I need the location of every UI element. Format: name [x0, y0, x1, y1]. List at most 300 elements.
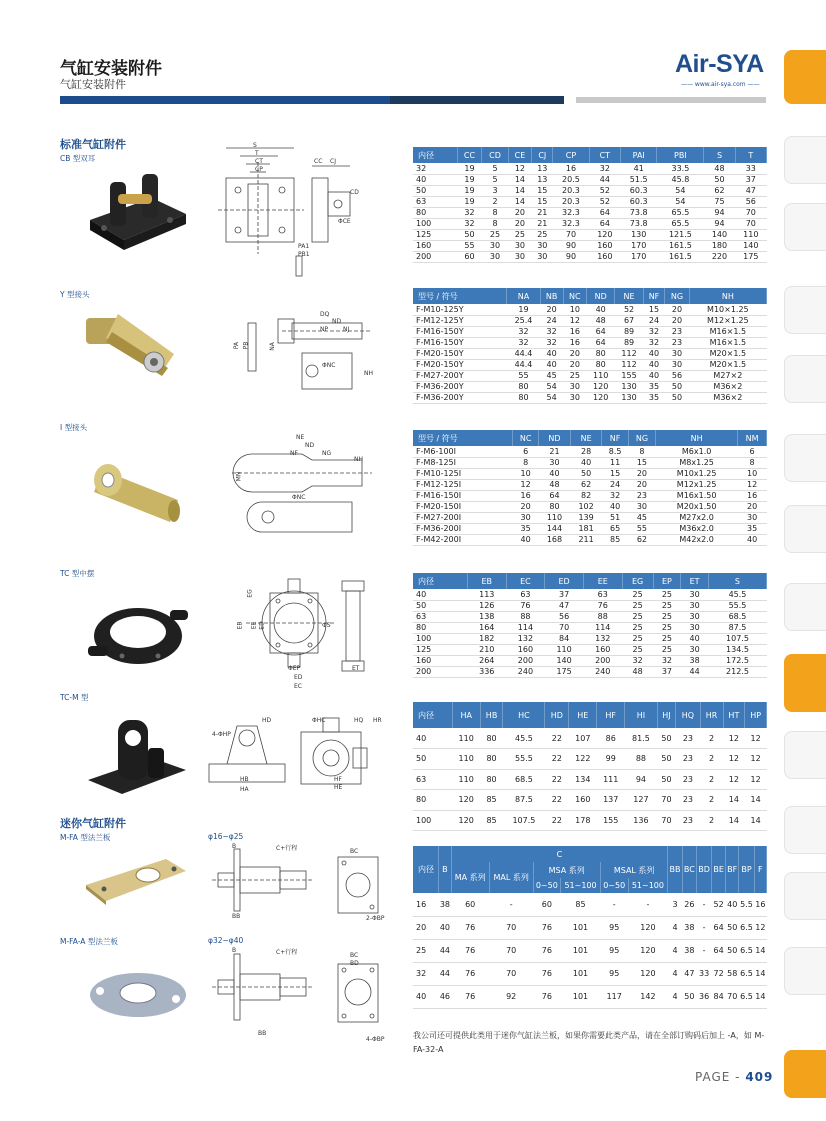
table-cell: 15	[643, 304, 665, 315]
table-cell: 25	[622, 600, 653, 611]
label-phi2: φ32~φ40	[208, 936, 244, 945]
table-cell: 181	[570, 523, 602, 534]
table-cell: 110	[452, 728, 480, 749]
dim-nd: ND	[332, 318, 342, 325]
side-nav-silencer-icon[interactable]	[784, 872, 826, 920]
table-cell: 30	[563, 392, 586, 403]
table-cell: 80	[413, 622, 467, 633]
table-cell: 32	[653, 655, 681, 666]
dim-eg: EG	[246, 589, 254, 598]
table-cell: 64	[589, 207, 620, 218]
table-cell: 72	[712, 962, 726, 985]
side-nav-manifold-icon[interactable]	[784, 731, 826, 779]
table-cell: 30	[532, 240, 553, 251]
table-cell: 92	[489, 985, 533, 1008]
label-mfaa: M-FA-A 型法兰板	[60, 937, 118, 946]
table-cell: 120	[589, 229, 620, 240]
table-cell: 95	[600, 939, 628, 962]
table-cell: 23	[676, 810, 700, 831]
table-cell: M27×2	[689, 370, 766, 381]
table-cell: 120	[587, 381, 615, 392]
table-cell: 22	[545, 810, 569, 831]
table-cell: F-M36-200Y	[413, 381, 507, 392]
table-cell: 85	[480, 790, 503, 811]
mfa-spec-table	[413, 846, 767, 1009]
table-cell: 70	[489, 916, 533, 939]
table-cell: 44	[589, 174, 620, 185]
table-row	[413, 240, 767, 251]
dim-ne: NE	[296, 434, 305, 441]
dim-pb: PB	[242, 341, 250, 350]
table-header-cell: HD	[545, 702, 569, 728]
table-cell: 2	[700, 769, 723, 790]
table-cell: 172.5	[708, 655, 766, 666]
table-cell: 23	[676, 728, 700, 749]
table-cell: 155	[615, 370, 643, 381]
table-cell: M20x1.50	[656, 501, 738, 512]
table-cell: 85	[602, 534, 628, 545]
table-cell: 76	[583, 600, 622, 611]
table-cell: 117	[600, 985, 628, 1008]
table-row	[413, 523, 767, 534]
table-cell: 90	[553, 251, 589, 262]
dim-hc: ΦHC	[312, 717, 326, 724]
table-row	[413, 218, 767, 229]
table-cell: 126	[467, 600, 506, 611]
table-row	[413, 370, 767, 381]
table-cell: 21	[539, 446, 571, 457]
table-cell: 25	[653, 589, 681, 600]
table-header-row	[413, 288, 767, 304]
mfaa-drawing	[208, 950, 388, 1035]
side-nav-elbow-icon[interactable]	[784, 806, 826, 854]
table-header-cell: NA	[507, 288, 540, 304]
table-cell: 37	[545, 589, 584, 600]
label-tc: TC 型中摆	[60, 569, 95, 578]
table-row	[413, 457, 767, 468]
table-cell: F-M8-125I	[413, 457, 513, 468]
table-cell: 182	[467, 633, 506, 644]
table-row	[413, 174, 767, 185]
table-cell: 88	[583, 611, 622, 622]
table-cell: 40	[738, 534, 767, 545]
table-cell: 30	[681, 589, 709, 600]
table-cell: 160	[583, 644, 622, 655]
side-nav-coupler-icon[interactable]	[784, 505, 826, 553]
table-header-cell: 内径	[413, 846, 439, 893]
table-cell: 10	[738, 468, 767, 479]
table-cell: F-M27-200Y	[413, 370, 507, 381]
table-cell: 25	[532, 229, 553, 240]
table-cell: 40	[539, 468, 571, 479]
table-cell: 70	[545, 622, 584, 633]
table-cell: 160	[506, 644, 545, 655]
table-cell: 63	[413, 769, 452, 790]
table-header-cell: NC	[513, 430, 539, 446]
label-cb: CB 型双耳	[60, 154, 96, 163]
dim-ct: CT	[255, 158, 263, 165]
table-cell: 35	[738, 523, 767, 534]
table-cell: 2	[700, 790, 723, 811]
table-cell: 101	[561, 939, 601, 962]
table-row	[413, 304, 767, 315]
table-cell: 113	[467, 589, 506, 600]
side-nav-accessory-icon[interactable]	[784, 654, 826, 712]
table-cell: 55.5	[503, 749, 545, 770]
table-row	[413, 666, 767, 677]
table-header-cell: 内径	[413, 573, 467, 589]
table-cell: 134	[569, 769, 597, 790]
table-header-cell: CT	[589, 147, 620, 163]
table-cell: 20	[628, 468, 655, 479]
table-cell: 28	[570, 446, 602, 457]
table-cell: 4	[668, 985, 682, 1008]
table-cell: 23	[676, 749, 700, 770]
table-row	[413, 749, 767, 770]
table-cell: 70	[657, 790, 676, 811]
table-cell: F-M36-200Y	[413, 392, 507, 403]
table-cell: 127	[625, 790, 658, 811]
table-cell: 50	[657, 769, 676, 790]
i-joint-photo	[82, 442, 192, 532]
dim-s: S	[253, 142, 257, 149]
table-header-cell: HQ	[676, 702, 700, 728]
table-cell: 160	[413, 240, 457, 251]
dim-ha: HA	[240, 786, 249, 793]
table-cell: 44.4	[507, 359, 540, 370]
table-cell: 211	[570, 534, 602, 545]
table-cell: 12	[513, 479, 539, 490]
table-cell: 95	[600, 916, 628, 939]
table-cell: 90	[553, 240, 589, 251]
table-cell: 32	[457, 207, 482, 218]
table-cell: 178	[569, 810, 597, 831]
table-cell: 68.5	[708, 611, 766, 622]
table-cell: 40	[439, 916, 451, 939]
table-cell: 76	[451, 962, 489, 985]
table-cell: 16	[553, 163, 589, 174]
table-row	[413, 622, 767, 633]
dim-eb: EB	[236, 621, 244, 630]
table-cell: 336	[467, 666, 506, 677]
side-nav-valve-icon[interactable]	[784, 286, 826, 334]
table-cell: 144	[539, 523, 571, 534]
table-header-cell: 51~100	[561, 878, 601, 893]
table-header-cell: HA	[452, 702, 480, 728]
table-cell: 20	[508, 218, 532, 229]
table-header-cell: C	[451, 846, 668, 862]
table-cell: 84	[712, 985, 726, 1008]
table-cell: 164	[467, 622, 506, 633]
table-cell: M36×2	[689, 392, 766, 403]
table-cell: 20	[665, 315, 689, 326]
table-cell: 107.5	[503, 810, 545, 831]
side-nav-connector-icon[interactable]	[784, 434, 826, 482]
table-cell: -	[628, 893, 668, 916]
table-row	[413, 468, 767, 479]
table-cell: 64	[539, 490, 571, 501]
dim-ed: ED	[258, 621, 266, 630]
table-cell: 45	[628, 512, 655, 523]
table-row	[413, 810, 767, 831]
table-cell: 30	[628, 501, 655, 512]
dim-ee: EE	[250, 621, 258, 630]
table-cell: F-M16-150I	[413, 490, 513, 501]
table-cell: 40	[643, 348, 665, 359]
page-title: 气缸安装附件	[60, 59, 162, 79]
table-cell: 102	[570, 501, 602, 512]
dim-cp: CP	[255, 166, 263, 173]
dim-bb1: BB	[232, 913, 241, 920]
tcm-drawing	[205, 712, 385, 802]
table-cell: M27x2.0	[656, 512, 738, 523]
cb-drawing	[208, 142, 388, 282]
table-cell: 33	[697, 962, 712, 985]
dim-np: NP	[320, 326, 329, 333]
table-cell: 20	[563, 348, 586, 359]
table-cell: 62	[628, 534, 655, 545]
table-cell: 80	[539, 501, 571, 512]
table-cell: 6.5	[739, 939, 754, 962]
table-cell: 19	[507, 304, 540, 315]
table-cell: M10×1.25	[689, 304, 766, 315]
table-cell: 160	[413, 655, 467, 666]
table-cell: 120	[452, 810, 480, 831]
cb-spec-table	[413, 147, 767, 263]
table-cell: 200	[583, 655, 622, 666]
table-cell: 44.4	[507, 348, 540, 359]
table-cell: F-M16-150Y	[413, 326, 507, 337]
table-cell: 54	[540, 392, 563, 403]
table-row	[413, 479, 767, 490]
table-cell: 140	[735, 240, 766, 251]
table-cell: 25	[653, 622, 681, 633]
table-row	[413, 337, 767, 348]
table-cell: 30	[665, 359, 689, 370]
table-cell: 63	[506, 589, 545, 600]
table-cell: 25	[622, 633, 653, 644]
side-nav-regulator-icon[interactable]	[784, 136, 826, 184]
table-cell: 80	[587, 348, 615, 359]
table-cell: 40	[540, 359, 563, 370]
table-cell: 76	[533, 916, 561, 939]
table-cell: 2	[700, 728, 723, 749]
table-cell: 13	[532, 163, 553, 174]
table-cell: 50	[665, 381, 689, 392]
table-cell: 21	[532, 218, 553, 229]
table-cell: 94	[704, 207, 735, 218]
table-cell: 32	[413, 962, 439, 985]
dim-cc: CC	[314, 158, 323, 165]
table-cell: 180	[704, 240, 735, 251]
table-cell: 15	[602, 468, 628, 479]
table-cell: 20	[628, 479, 655, 490]
table-cell: 30	[681, 644, 709, 655]
table-cell: 132	[506, 633, 545, 644]
table-cell: 264	[467, 655, 506, 666]
table-cell: 30	[513, 512, 539, 523]
dim-hr: HR	[373, 717, 382, 724]
table-cell: 44	[681, 666, 709, 677]
table-cell: 52	[615, 304, 643, 315]
table-row	[413, 392, 767, 403]
table-row	[413, 315, 767, 326]
table-cell: 175	[545, 666, 584, 677]
table-cell: 16	[413, 893, 439, 916]
table-cell: 50	[665, 392, 689, 403]
cb-clevis-photo	[82, 170, 192, 260]
table-header-cell: HC	[503, 702, 545, 728]
table-cell: 175	[735, 251, 766, 262]
table-cell: 37	[653, 666, 681, 677]
table-cell: 20.5	[553, 174, 589, 185]
table-cell: 168	[539, 534, 571, 545]
table-cell: 76	[451, 985, 489, 1008]
table-cell: 100	[413, 810, 452, 831]
table-cell: 20	[563, 359, 586, 370]
table-header-cell: CD	[482, 147, 508, 163]
table-cell: 47	[682, 962, 696, 985]
table-cell: 12	[745, 769, 767, 790]
table-cell: 240	[583, 666, 622, 677]
table-cell: 80	[413, 207, 457, 218]
table-header-cell: F	[754, 846, 766, 893]
table-cell: 142	[628, 985, 668, 1008]
table-cell: 16	[563, 337, 586, 348]
table-cell: 8	[482, 218, 508, 229]
table-cell: 101	[561, 962, 601, 985]
table-row	[413, 185, 767, 196]
table-cell: 8	[482, 207, 508, 218]
table-cell: 46	[439, 985, 451, 1008]
table-cell: 14	[508, 196, 532, 207]
dim-hb: HB	[240, 776, 249, 783]
table-cell: 11	[602, 457, 628, 468]
side-nav-unit-icon[interactable]	[784, 583, 826, 631]
table-cell: 50	[413, 600, 467, 611]
table-header-cell: HF	[597, 702, 625, 728]
table-header-row	[413, 573, 767, 589]
page-prefix: PAGE -	[695, 1070, 746, 1084]
table-cell: 80	[507, 392, 540, 403]
table-cell: 35	[643, 381, 665, 392]
y-spec-table	[413, 288, 767, 404]
tc-spec-table	[413, 573, 767, 678]
table-cell: 12	[723, 769, 745, 790]
dim-cplus1: C+行程	[276, 845, 298, 852]
table-header-cell: NB	[540, 288, 563, 304]
page-subtitle: 气缸安装附件	[60, 78, 126, 91]
table-header-cell: 0~50	[533, 878, 561, 893]
side-nav-tool-icon[interactable]	[784, 947, 826, 995]
table-cell: 32	[589, 163, 620, 174]
table-row	[413, 633, 767, 644]
table-cell: 40	[602, 501, 628, 512]
table-cell: 25	[482, 229, 508, 240]
table-cell: 200	[413, 251, 457, 262]
table-cell: 50	[657, 749, 676, 770]
brand-url: —— www.air-sya.com ——	[681, 81, 760, 88]
dim-bc1: BC	[350, 848, 359, 855]
table-header-cell: HB	[480, 702, 503, 728]
table-header-cell: HR	[700, 702, 723, 728]
table-cell: 58	[726, 962, 739, 985]
table-cell: 111	[597, 769, 625, 790]
table-cell: 50	[657, 728, 676, 749]
table-row	[413, 534, 767, 545]
table-cell: F-M12-125I	[413, 479, 513, 490]
table-cell: 12	[508, 163, 532, 174]
table-cell: 134.5	[708, 644, 766, 655]
table-cell: 30	[681, 622, 709, 633]
dim-es: ΦS	[322, 622, 331, 629]
table-cell: 160	[569, 790, 597, 811]
table-cell: 5.5	[739, 893, 754, 916]
dim-cplus2: C+行程	[276, 949, 298, 956]
table-cell: 110	[587, 370, 615, 381]
tcm-bracket-photo	[82, 708, 192, 808]
table-cell: 120	[628, 962, 668, 985]
header-bar	[60, 96, 390, 104]
table-cell: 138	[467, 611, 506, 622]
label-tcm: TC-M 型	[60, 693, 89, 702]
table-cell: F-M16-150Y	[413, 337, 507, 348]
table-cell: 40	[413, 174, 457, 185]
table-cell: 25	[622, 622, 653, 633]
table-cell: 101	[561, 985, 601, 1008]
table-cell: 30	[532, 251, 553, 262]
table-cell: 24	[643, 315, 665, 326]
table-row	[413, 490, 767, 501]
table-cell: 50	[413, 749, 452, 770]
table-header-cell: B	[439, 846, 451, 893]
table-cell: 23	[676, 790, 700, 811]
table-cell: 21	[532, 207, 553, 218]
table-row	[413, 381, 767, 392]
i-spec-table	[413, 430, 767, 546]
table-cell: 48	[704, 163, 735, 174]
table-row	[413, 962, 767, 985]
table-cell: 73.8	[620, 218, 656, 229]
table-cell: 120	[628, 939, 668, 962]
dim-hp: 4-ΦHP	[212, 731, 231, 738]
table-cell: 64	[712, 939, 726, 962]
table-cell: 2	[700, 749, 723, 770]
dim-ng: NG	[322, 450, 332, 457]
table-cell: 20.3	[553, 196, 589, 207]
table-cell: 65	[602, 523, 628, 534]
table-cell: 25	[653, 644, 681, 655]
table-cell: 23	[665, 326, 689, 337]
table-cell: 38	[681, 655, 709, 666]
brand-logo: Air-SYA	[675, 50, 764, 78]
table-cell: M20×1.5	[689, 348, 766, 359]
table-cell: 4	[668, 939, 682, 962]
table-cell: 30	[482, 251, 508, 262]
table-cell: 40	[681, 633, 709, 644]
dim-ce: ΦCE	[338, 218, 351, 225]
side-nav-fitting-icon[interactable]	[784, 355, 826, 403]
table-cell: 40	[587, 304, 615, 315]
side-nav-filter-icon[interactable]	[784, 203, 826, 251]
table-cell: 38	[682, 939, 696, 962]
table-header-cell: MSA 系列	[533, 862, 600, 878]
table-cell: 60	[451, 893, 489, 916]
table-cell: 24	[540, 315, 563, 326]
table-cell: 48	[539, 479, 571, 490]
table-cell: 120	[587, 392, 615, 403]
label-phi1: φ16~φ25	[208, 832, 244, 841]
